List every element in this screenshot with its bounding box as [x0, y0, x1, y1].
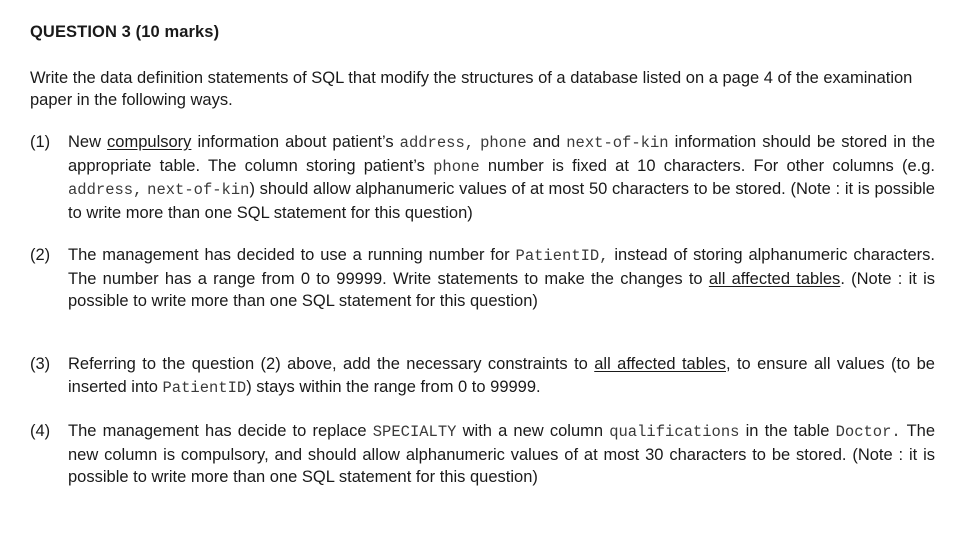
item-number: (2): [30, 246, 51, 264]
text-run: number is fixed at 10 characters. For other columns (e.g.: [479, 156, 935, 175]
text-run: ) should allow alphanumeric values of at most 50 characters to be stored. (Note : it is possible to write more than one SQL statement for this question): [68, 180, 935, 222]
underlined-text: all affected tables: [594, 355, 726, 373]
code-term: PatientID: [162, 378, 247, 397]
text-run: . (Note : it is possible to write more than one SQL statement for this question): [68, 269, 935, 310]
question-item-4: [30, 420, 935, 489]
text-run: The management has decide to replace: [68, 422, 373, 440]
text-run: instead of storing alphanumeric characters. The number has a range from 0 to 99999. Write statements to make the changes to: [68, 246, 935, 288]
code-term: next-of-kin: [566, 134, 669, 152]
item-number: (3): [30, 355, 51, 373]
question-item-1: [30, 131, 935, 224]
text-run: , to ensure all values (to be inserted into: [68, 355, 935, 396]
question-item-2: [30, 244, 935, 313]
code-term: phone: [480, 134, 527, 152]
text-run: Referring to the question (2) above, add the necessary constraints to: [68, 355, 595, 373]
underlined-text: compulsory: [107, 133, 192, 151]
code-term: qualifications: [609, 423, 740, 441]
item-number: (4): [30, 422, 51, 440]
code-term: Doctor.: [835, 423, 901, 441]
code-term: next-of-kin: [147, 181, 250, 199]
question-item-3: [30, 353, 935, 399]
text-run: information should be stored in the appropriate table. The column storing patient’s: [68, 133, 936, 175]
item-number: (1): [30, 133, 51, 151]
text-run: and: [526, 133, 567, 151]
item-text: [68, 353, 935, 399]
code-term: address,: [68, 181, 143, 199]
underlined-text: all affected tables: [708, 269, 841, 288]
text-run: in the table: [739, 422, 836, 440]
code-term: SPECIALTY: [372, 423, 457, 441]
item-text: [68, 420, 935, 489]
text-run: New: [68, 133, 108, 151]
text-run: The management has decided to use a running number for: [68, 246, 516, 264]
item-text: [68, 244, 935, 313]
item-text: [68, 131, 935, 224]
text-run: The new column is compulsory, and should allow alphanumeric values of at most 30 characters to be stored. (Note : it is possible to write more than one SQL statement for this question): [68, 422, 936, 486]
question-intro: Write the data definition statements of SQL that modify the structures of a database listed on a page 4 of the examination paper in the following ways.: [30, 69, 913, 109]
code-term: address,: [399, 134, 475, 152]
code-term: phone: [433, 157, 480, 176]
text-run: information about patient’s: [191, 133, 400, 151]
text-run: ) stays within the range from 0 to 99999.: [246, 377, 541, 396]
question-heading: QUESTION 3 (10 marks): [30, 23, 220, 41]
code-term: PatientID,: [515, 247, 609, 265]
text-run: with a new column: [456, 422, 610, 440]
